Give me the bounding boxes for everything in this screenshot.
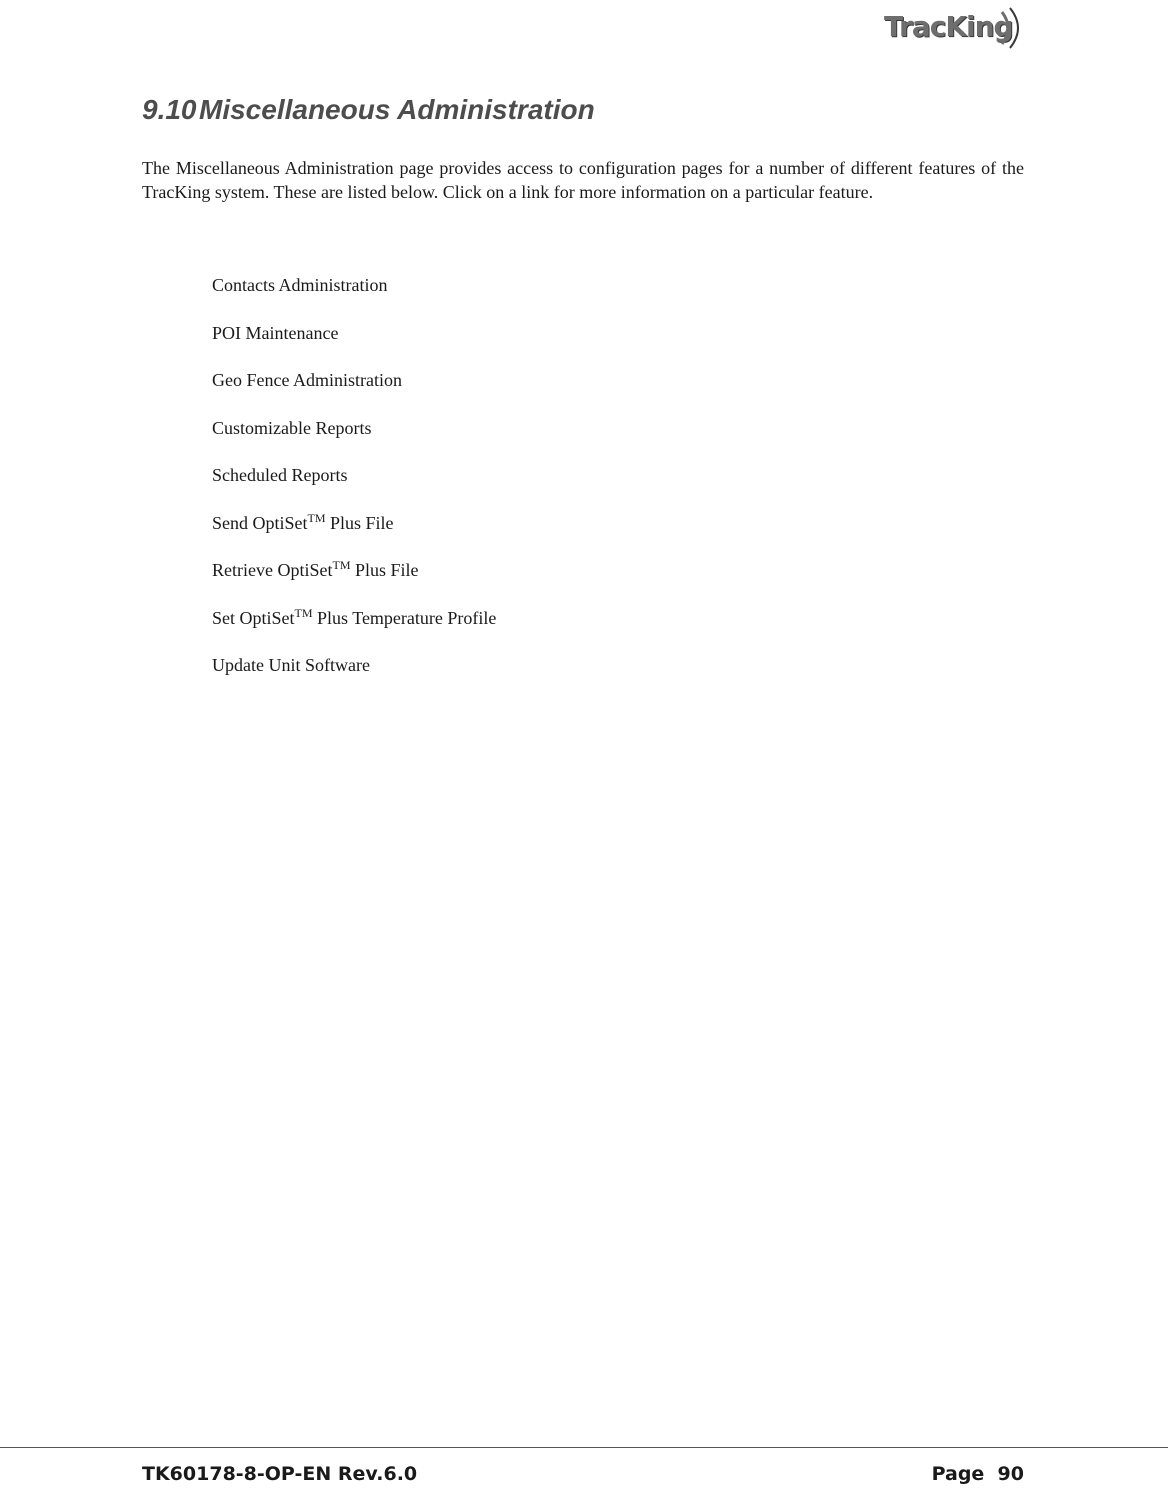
link-send-optiset-plus-file[interactable]: Send OptiSet™ Plus File	[212, 510, 394, 533]
section-heading	[142, 94, 595, 126]
page-number: 90	[997, 1463, 1024, 1485]
footer-divider	[0, 1447, 1168, 1448]
tracking-logo	[880, 4, 1030, 52]
link-poi-maintenance[interactable]: POI Maintenance	[212, 322, 339, 343]
link-set-optiset-plus-temperature-profile[interactable]: Set OptiSet™ Plus Temperature Profile	[212, 605, 497, 628]
logo-wordmark: TracKing	[884, 10, 1013, 43]
link-contacts-administration[interactable]: Contacts Administration	[212, 275, 388, 295]
intro-paragraph: The Miscellaneous Administration page provides access to configuration pages for a number of different features of the TracKing system. These are listed below. Click on a link for more information on a particular feature.	[142, 158, 1024, 202]
link-update-unit-software[interactable]: Update Unit Software	[212, 655, 370, 675]
link-retrieve-optiset-plus-file[interactable]: Retrieve OptiSet™ Plus File	[212, 558, 419, 580]
footer-page-number	[900, 1463, 1024, 1485]
link-geo-fence-administration[interactable]: Geo Fence Administration	[212, 370, 402, 390]
trademark-mark: TM	[294, 605, 313, 620]
signal-arcs-icon	[998, 6, 1028, 50]
link-customizable-reports[interactable]: Customizable Reports	[212, 417, 372, 438]
feature-link-list	[212, 271, 496, 699]
footer-doc-id: TK60178-8-OP-EN Rev.6.0	[142, 1463, 418, 1485]
section-number: 9.10	[142, 94, 197, 125]
trademark-mark: TM	[307, 510, 326, 525]
link-scheduled-reports[interactable]: Scheduled Reports	[212, 465, 348, 485]
section-title: Miscellaneous Administration	[199, 94, 595, 125]
trademark-mark: TM	[332, 558, 351, 572]
page-label: Page	[931, 1463, 985, 1485]
